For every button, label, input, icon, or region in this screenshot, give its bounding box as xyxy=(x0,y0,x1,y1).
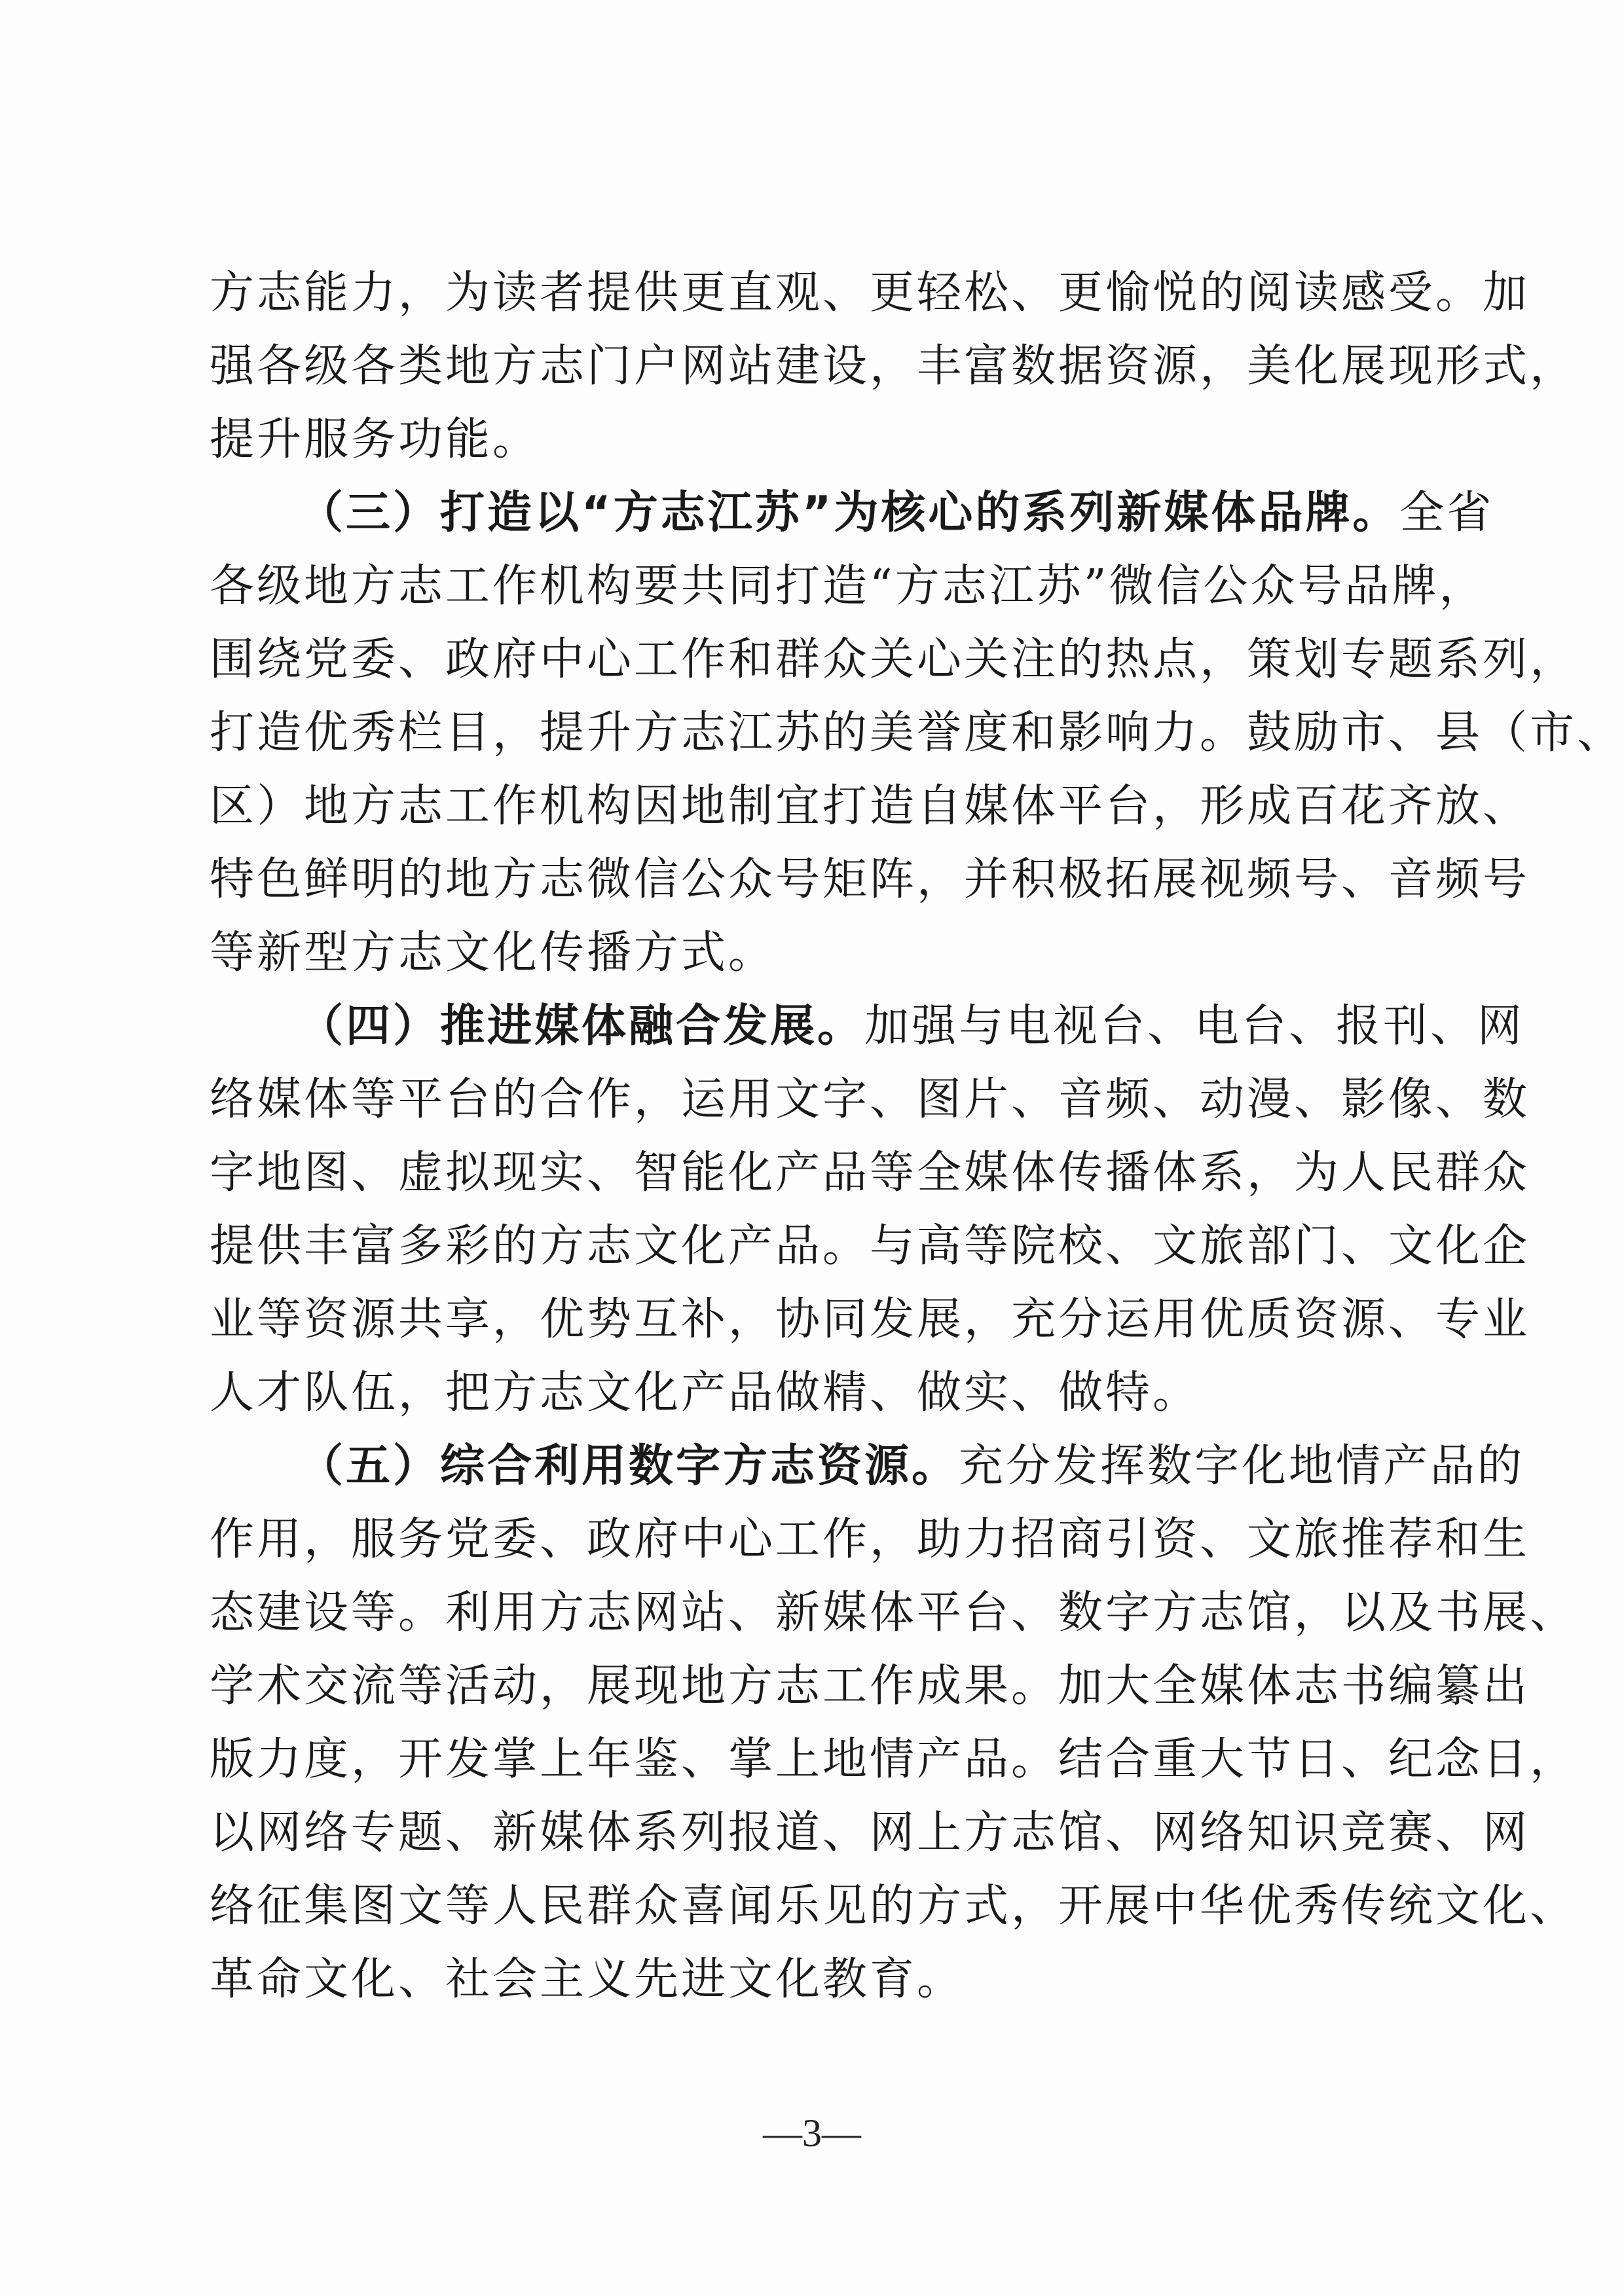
section-heading: （三）打造以“方志江苏”为核心的系列新媒体品牌。 xyxy=(299,487,1400,539)
text-line: 各级地方志工作机构要共同打造“方志江苏”微信公众号品牌， xyxy=(210,560,1486,612)
text-line: 等新型方志文化传播方式。 xyxy=(210,927,776,979)
paragraph-4 xyxy=(210,1430,1578,2016)
body-text xyxy=(210,257,1624,2016)
text-line xyxy=(210,990,1525,1063)
text-line: 络征集图文等人民群众喜闻乐见的方式，开展中华优秀传统文化、 xyxy=(210,1880,1578,1932)
text-segment: 加强与电视台、电台、报刊、网 xyxy=(864,1000,1525,1052)
text-line: 围绕党委、政府中心工作和群众关心关注的热点，策划专题系列， xyxy=(210,634,1578,685)
text-line xyxy=(210,477,1494,550)
section-heading: （五）综合利用数字方志资源。 xyxy=(299,1440,959,1492)
text-line: 区）地方志工作机构因地制宜打造自媒体平台，形成百花齐放、 xyxy=(210,780,1530,832)
text-line xyxy=(210,1430,1525,1503)
text-line: 提供丰富多彩的方志文化产品。与高等院校、文旅部门、文化企 xyxy=(210,1220,1530,1272)
text-line: 态建设等。利用方志网站、新媒体平台、数字方志馆，以及书展、 xyxy=(210,1587,1578,1639)
text-line: 业等资源共享，优势互补，协同发展，充分运用优质资源、专业 xyxy=(210,1294,1530,1345)
text-line: 强各级各类地方志门户网站建设，丰富数据资源，美化展现形式， xyxy=(210,340,1578,392)
text-line: 字地图、虚拟现实、智能化产品等全媒体传播体系，为人民群众 xyxy=(210,1147,1530,1199)
text-segment: 充分发挥数字化地情产品的 xyxy=(959,1440,1525,1492)
section-heading: （四）推进媒体融合发展。 xyxy=(299,1000,865,1052)
paragraph-3 xyxy=(210,990,1530,1430)
text-segment: 全省 xyxy=(1399,487,1494,539)
text-line: 络媒体等平台的合作，运用文字、图片、音频、动漫、影像、数 xyxy=(210,1074,1530,1125)
text-line: 作用，服务党委、政府中心工作，助力招商引资、文旅推荐和生 xyxy=(210,1514,1530,1565)
text-line: 以网络专题、新媒体系列报道、网上方志馆、网络知识竞赛、网 xyxy=(210,1807,1530,1859)
text-line: 学术交流等活动，展现地方志工作成果。加大全媒体志书编纂出 xyxy=(210,1660,1530,1712)
text-line: 革命文化、社会主义先进文化教育。 xyxy=(210,1954,965,2005)
paragraph-1 xyxy=(210,257,1578,477)
text-line: 版力度，开发掌上年鉴、掌上地情产品。结合重大节日、纪念日， xyxy=(210,1734,1578,1785)
text-line: 方志能力，为读者提供更直观、更轻松、更愉悦的阅读感受。加 xyxy=(210,267,1530,319)
text-line: 打造优秀栏目，提升方志江苏的美誉度和影响力。鼓励市、县（市、 xyxy=(210,707,1624,759)
text-line: 人才队伍，把方志文化产品做精、做实、做特。 xyxy=(210,1367,1200,1419)
paragraph-2 xyxy=(210,477,1624,990)
text-line: 提升服务功能。 xyxy=(210,414,540,465)
text-line: 特色鲜明的地方志微信公众号矩阵，并积极拓展视频号、音频号 xyxy=(210,854,1530,905)
page-number: —3— xyxy=(763,2111,861,2155)
